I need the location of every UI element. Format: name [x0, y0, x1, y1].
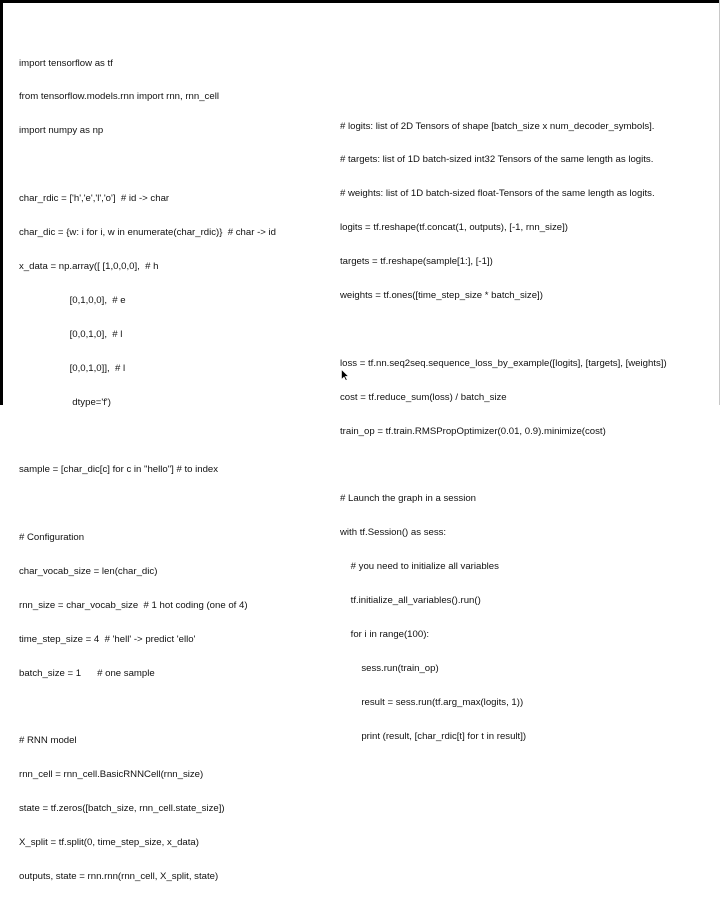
code-line: [0,1,0,0], # e	[19, 294, 126, 306]
code-line	[19, 498, 276, 509]
code-line: # Launch the graph in a session	[340, 493, 477, 505]
code-line: batch_size = 1 # one sample	[19, 667, 155, 679]
mouse-pointer-icon	[341, 369, 349, 381]
code-line	[19, 430, 276, 441]
code-line: time_step_size = 4 # 'hell' -> predict 'ello'	[19, 633, 196, 645]
code-line: targets = tf.reshape(sample[1:], [-1])	[340, 256, 493, 268]
code-line: # RNN model	[19, 735, 77, 747]
code-line: char_vocab_size = len(char_dic)	[19, 565, 158, 577]
code-line: sess.run(train_op)	[340, 662, 439, 674]
code-line: X_split = tf.split(0, time_step_size, x_data)	[19, 837, 199, 849]
code-line: tf.initialize_all_variables().run()	[340, 595, 481, 607]
code-line: # weights: list of 1D batch-sized float-Tensors of the same length as logits.	[340, 188, 655, 200]
code-line	[19, 702, 276, 713]
code-line: cost = tf.reduce_sum(loss) / batch_size	[340, 391, 507, 403]
code-line: with tf.Session() as sess:	[340, 527, 447, 539]
code-line	[340, 460, 667, 471]
code-line: rnn_size = char_vocab_size # 1 hot coding (one of 4)	[19, 599, 248, 611]
code-line: train_op = tf.train.RMSPropOptimizer(0.01, 0.9).minimize(cost)	[340, 425, 606, 437]
code-block-right	[340, 98, 667, 765]
code-block-left	[19, 35, 276, 905]
code-line: outputs, state = rnn.rnn(rnn_cell, X_split, state)	[19, 870, 219, 882]
code-line: char_dic = {w: i for i, w in enumerate(char_rdic)} # char -> id	[19, 227, 277, 239]
slide-border-top	[0, 0, 720, 3]
code-line: [0,0,1,0]], # l	[19, 362, 126, 374]
code-line: dtype='f')	[19, 396, 111, 408]
code-line: # you need to initialize all variables	[340, 561, 499, 573]
code-line: logits = tf.reshape(tf.concat(1, outputs), [-1, rnn_size])	[340, 222, 568, 234]
code-line	[19, 159, 276, 170]
code-line	[340, 324, 667, 335]
code-line: # targets: list of 1D batch-sized int32 Tensors of the same length as logits.	[340, 154, 654, 166]
code-line: # logits: list of 2D Tensors of shape [batch_size x num_decoder_symbols].	[340, 120, 655, 132]
slide-border-left	[0, 0, 3, 405]
code-line: import tensorflow as tf	[19, 57, 113, 69]
code-line: sample = [char_dic[c] for c in "hello"] # to index	[19, 464, 219, 476]
code-line: result = sess.run(tf.arg_max(logits, 1))	[340, 696, 524, 708]
code-line: char_rdic = ['h','e','l','o'] # id -> char	[19, 193, 170, 205]
code-line: state = tf.zeros([batch_size, rnn_cell.state_size])	[19, 803, 225, 815]
code-line: x_data = np.array([ [1,0,0,0], # h	[19, 260, 159, 272]
code-line: weights = tf.ones([time_step_size * batch_size])	[340, 290, 543, 302]
code-line: [0,0,1,0], # l	[19, 328, 123, 340]
code-line: for i in range(100):	[340, 628, 430, 640]
code-line: loss = tf.nn.seq2seq.sequence_loss_by_example([logits], [targets], [weights])	[340, 357, 667, 369]
code-line: rnn_cell = rnn_cell.BasicRNNCell(rnn_size)	[19, 769, 204, 781]
code-line: # Configuration	[19, 532, 85, 544]
code-line: print (result, [char_rdic[t] for t in result])	[340, 730, 527, 742]
code-line: import numpy as np	[19, 125, 104, 137]
code-line: from tensorflow.models.rnn import rnn, rnn_cell	[19, 91, 219, 103]
